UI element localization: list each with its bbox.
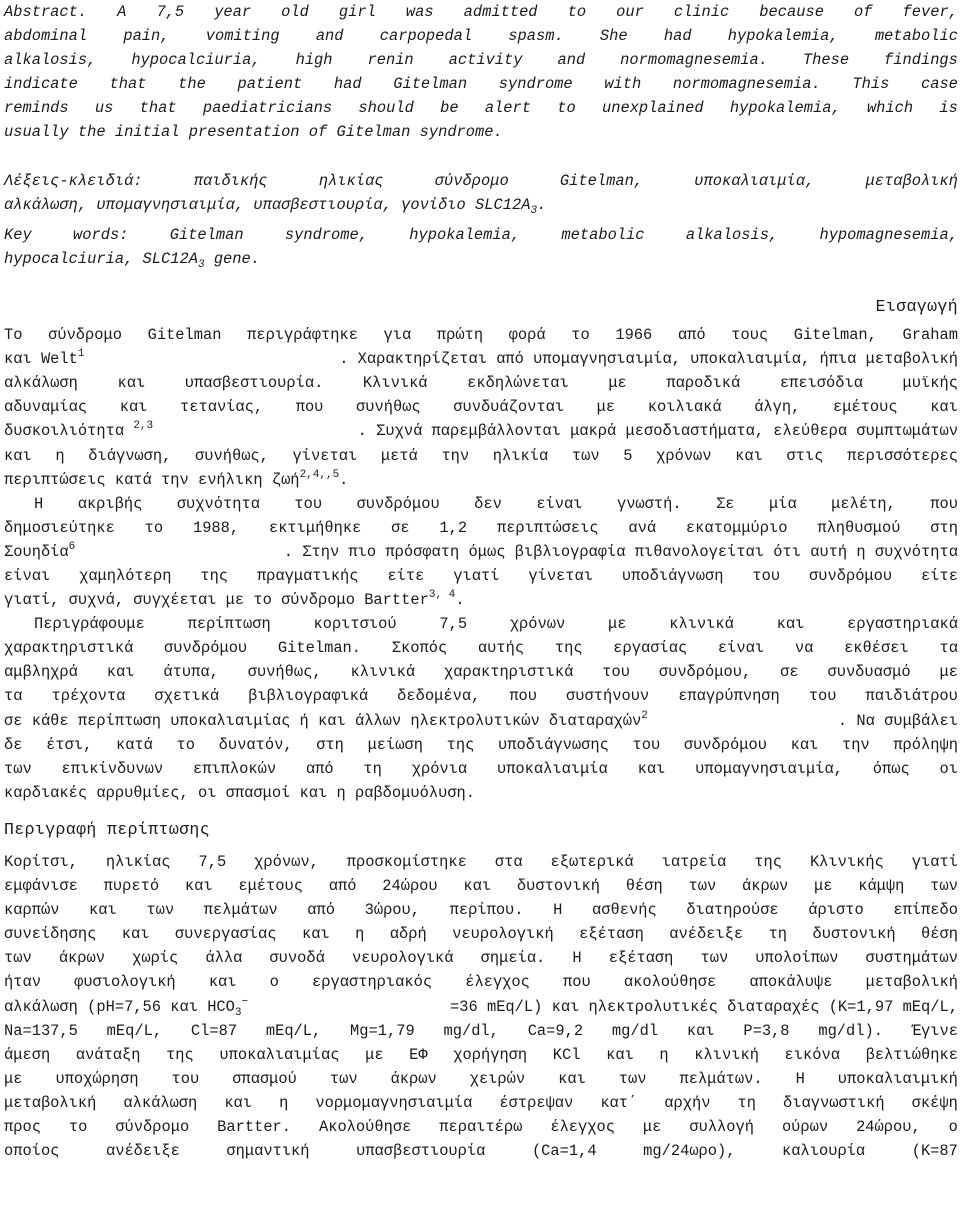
text-line: τα τρέχοντα σχετικά βιβλιογραφικά δεδομένα, που συστήνουν επαγρύπνηση του παιδιάτρου [4, 687, 958, 706]
abstract-english [4, 0, 958, 145]
text-line: των επικίνδυνων επιπλοκών από τη χρόνια υποκαλιαιμία και υπομαγνησιαιμία, όπως οι [4, 759, 958, 778]
superscript: − [241, 995, 249, 1008]
text-line [4, 540, 958, 564]
text-line: indicate that the patient had Gitelman syndrome with normomagnesemia. This case [4, 75, 958, 94]
text-line: abdominal pain, vomiting and carpopedal spasm. She had hypokalemia, metabolic [4, 27, 958, 46]
inline-text: . Να συμβάλει [837, 711, 958, 730]
citation-superscript: 1 [77, 348, 85, 361]
inline-text: αλκάλωση (pH=7,56 και HCO [4, 997, 235, 1016]
text-line [4, 419, 958, 443]
inline-text: . [537, 195, 547, 214]
inline-text: hypocalciuria, SLC12A [4, 249, 198, 268]
subscript: 3 [234, 1006, 242, 1019]
inline-text: Σουηδία [4, 542, 69, 561]
text-line: με υποχώρηση του σπασμού των άκρων χειρών και των πελμάτων. Η υποκαλιαιμική [4, 1069, 958, 1088]
text-line: συνείδησης και συνεργασίας και η αδρή νευρολογική εξέταση ανέδειξε τη δυστονική θέση [4, 925, 958, 944]
text-line: αμβληχρά και άτυπα, συνήθως, κλινικά χαρακτηριστικά του συνδρόμου, σε συνδυασμό με [4, 663, 958, 682]
text-line: μεταβολική αλκάλωση και η νορμομαγνησιαιμία έστρεψαν κατ΄ αρχήν τη διαγνωστική σκέψη [4, 1093, 958, 1112]
case-description-section [4, 818, 958, 1163]
citation-superscript: 3, 4 [428, 589, 456, 602]
text-line: δε έτσι, κατά το δυνατόν, στη μείωση της υποδιάγνωσης του συνδρόμου και την πρόληψη [4, 735, 958, 754]
section-heading-introduction: Εισαγωγή [875, 296, 958, 316]
subscript: 3 [530, 204, 538, 217]
citation-superscript: 6 [68, 540, 76, 553]
text-line [4, 468, 958, 492]
text-line: Key words: Gitelman syndrome, hypokalemia, metabolic alkalosis, hypomagnesemia, [4, 225, 958, 244]
text-line: και η διάγνωση, συνήθως, γίνεται μετά την ηλικία των 5 χρόνων και στις περισσότερες [4, 446, 958, 465]
article-page [4, 0, 958, 1163]
text-line: Το σύνδρομο Gitelman περιγράφτηκε για πρώτη φορά το 1966 από τους Gitelman, Graham [4, 326, 958, 345]
text-line [4, 709, 958, 733]
text-line: προς το σύνδρομο Bartter. Ακολούθησε περαιτέρω έλεγχος με συλλογή ούρων 24ώρου, ο [4, 1118, 958, 1137]
text-line: Περιγράφουμε περίπτωση κοριτσιού 7,5 χρόνων με κλινικά και εργαστηριακά [34, 615, 958, 634]
inline-text: γιατί, συχνά, συγχέεται με το σύνδρομο Bartter [4, 591, 429, 610]
inline-text: gene. [204, 249, 260, 268]
inline-text: . [455, 591, 465, 610]
text-line [4, 588, 958, 612]
inline-text: σε κάθε περίπτωση υποκαλιαιμίας ή και άλλων ηλεκτρολυτικών διαταραχών [4, 711, 642, 730]
text-line: άμεση ανάταξη της υποκαλιαιμίας με ΕΦ χορήγηση KCl και η κλινική εικόνα βελτιώθηκε [4, 1045, 958, 1064]
text-line: καρπών και των πελμάτων από 3ώρου, περίπου. Η ασθενής διατηρούσε άριστο επίπεδο [4, 901, 958, 920]
keywords-greek [4, 169, 958, 217]
inline-text: . Στην πιο πρόσφατη όμως βιβλιογραφία πιθανολογείται ότι αυτή η συχνότητα [283, 542, 958, 561]
text-line: καρδιακές αρρυθμίες, οι σπασμοί και η ραβδομυόλυση. [4, 783, 476, 802]
text-line [4, 347, 958, 371]
inline-text: περιπτώσεις κατά την ενήλικη ζωή [4, 470, 300, 489]
text-line: αλκάλωση και υπασβεστιουρία. Κλινικά εκδηλώνεται με παροδικά επεισόδια μυϊκής [4, 374, 958, 393]
citation-superscript: 2 [641, 709, 648, 722]
text-line: εμφάνισε πυρετό και εμέτους από 24ώρου και δυστονική θέση των άκρων με κάμψη των [4, 877, 958, 896]
inline-text: αλκάλωση, υπομαγνησιαιμία, υπασβεστιουρία, γονίδιο SLC12A [4, 195, 531, 214]
citation-superscript: 2,3 [133, 420, 154, 433]
inline-text: . Συχνά παρεμβάλλονται μακρά μεσοδιαστήματα, ελεύθερα συμπτωμάτων [357, 422, 958, 441]
text-line [4, 995, 958, 1019]
text-line: Abstract. A 7,5 year old girl was admitted to our clinic because of fever, [4, 3, 958, 21]
text-line [4, 193, 958, 217]
text-line: alkalosis, hypocalciuria, high renin activity and normomagnesemia. These findings [4, 51, 958, 70]
text-line: Κορίτσι, ηλικίας 7,5 χρόνων, προσκομίστηκε στα εξωτερικά ιατρεία της Κλινικής γιατί [4, 853, 958, 871]
text-line: Λέξεις-κλειδιά: παιδικής ηλικίας σύνδρομο Gitelman, υποκαλιαιμία, μεταβολική [4, 171, 958, 190]
text-line: Na=137,5 mEq/L, Cl=87 mEq/L, Mg=1,79 mg/dl, Ca=9,2 mg/dl και P=3,8 mg/dl). Έγινε [4, 1021, 958, 1040]
inline-text: δυσκοιλιότητα [4, 422, 134, 441]
text-line: ήταν φυσιολογική και ο εργαστηριακός έλεγχος που ακολούθησε αποκάλυψε μεταβολική [4, 973, 958, 992]
inline-text: . Χαρακτηρίζεται από υπομαγνησιαιμία, υποκαλιαιμία, ήπια μεταβολική [339, 350, 958, 369]
text-line: οποίος ανέδειξε σημαντική υπασβεστιουρία (Ca=1,4 mg/24ωρο), καλιουρία (K=87 [4, 1142, 958, 1161]
text-line: είναι χαμηλότερη της πραγματικής είτε γιατί γίνεται υποδιάγνωση του συνδρόμου είτε [4, 566, 958, 585]
inline-text: . [339, 470, 349, 489]
text-line: δημοσιεύτηκε το 1988, εκτιμήθηκε σε 1,2 περιπτώσεις ανά εκατομμύριο πληθυσμού στη [4, 518, 958, 537]
text-line: χαρακτηριστικά συνδρόμου Gitelman. Σκοπός αυτής της εργασίας είναι να εκθέσει τα [4, 639, 958, 658]
text-line: των άκρων χωρίς άλλα συνοδά νευρολογικά σημεία. Η εξέταση των υπολοίπων συστημάτων [4, 949, 958, 968]
text-line: αδυναμίας και τετανίας, που συνήθως συνδυάζονται με κοιλιακά άλγη, εμέτους και [4, 398, 958, 417]
text-line: usually the initial presentation of Gitelman syndrome. [4, 123, 503, 142]
text-line: reminds us that paediatricians should be alert to unexplained hypokalemia, which is [4, 99, 958, 118]
inline-text: και Welt [4, 350, 78, 369]
text-line [4, 247, 958, 271]
section-heading-case: Περιγραφή περίπτωσης [4, 819, 211, 839]
subscript: 3 [197, 258, 205, 271]
keywords-english [4, 223, 958, 271]
inline-text: =36 mEq/L) και ηλεκτρολυτικές διαταραχές (K=1,97 mEq/L, [440, 997, 958, 1016]
citation-superscript: 2,4,,5 [299, 468, 340, 481]
text-line: Η ακριβής συχνότητα του συνδρόμου δεν είναι γνωστή. Σε μία μελέτη, που [34, 494, 958, 513]
introduction-section [4, 295, 958, 805]
